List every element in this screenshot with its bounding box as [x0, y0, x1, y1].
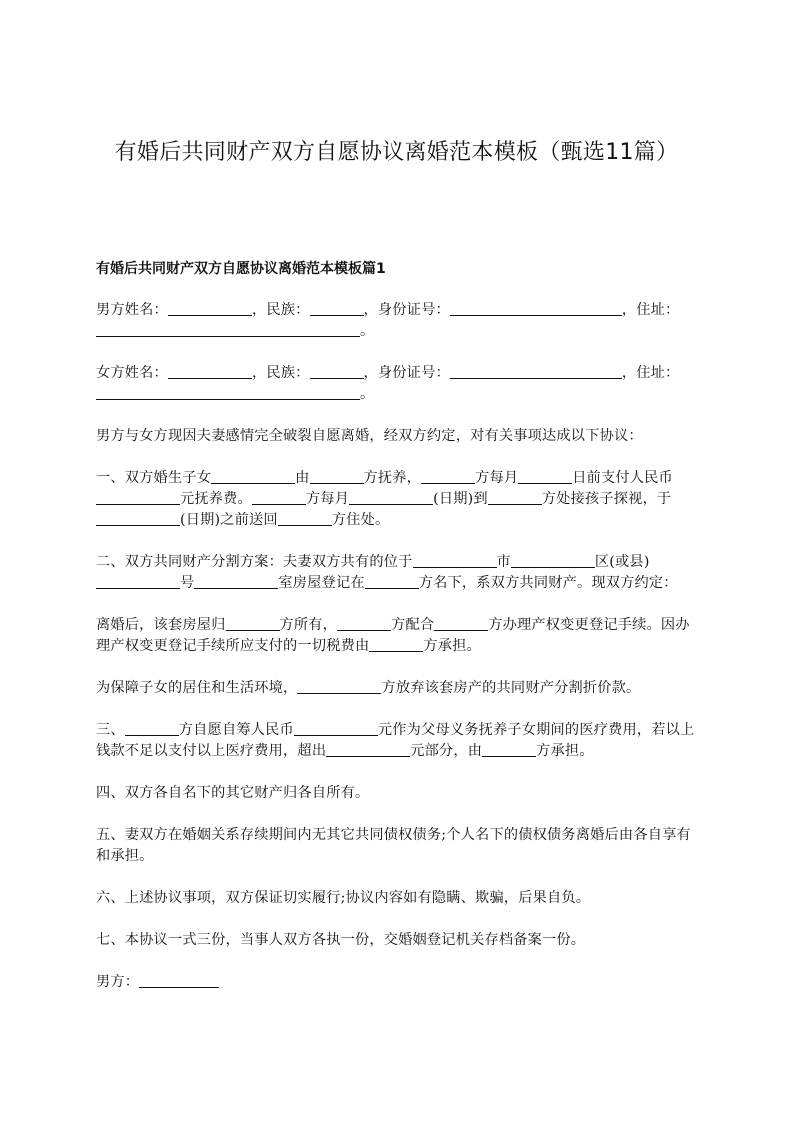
clause-3-text: 元部分，由: [410, 743, 483, 759]
return-date-blank: [96, 511, 180, 526]
husband-ethnicity-label: ，民族：: [251, 302, 310, 318]
clause-3-text: 元作为父母义务抚养子女期间的医疗费用，若以上钱款不足以支付以上医疗费用，超出: [96, 722, 695, 759]
excess-party-blank: [482, 742, 536, 757]
husband-id-label: ，身份证号：: [363, 302, 450, 318]
clause-1-text: (日期)之前送回: [180, 512, 278, 528]
clause-1-text: (日期)到: [433, 491, 488, 507]
husband-info-end: 。: [360, 323, 375, 339]
agreement-body: [96, 300, 696, 1014]
house-paragraph: [96, 615, 696, 657]
payer-party-blank: [421, 469, 475, 484]
clause-2-text: 二、双方共同财产分割方案：夫妻双方共有的位于: [96, 554, 413, 570]
medical-amount-blank: [294, 721, 378, 736]
transfer-party-blank: [434, 616, 488, 631]
section-heading: 有婚后共同财产双方自愿协议离婚范本模板篇1: [96, 261, 386, 277]
property-location-blank: [413, 553, 497, 568]
signature-paragraph: [96, 972, 696, 993]
clause-6-paragraph: 六、上述协议事项，双方保证切实履行;协议内容如有隐瞒、欺骗，后果自负。: [96, 890, 591, 906]
husband-address-label: ，住址：: [621, 302, 680, 318]
clause-1-paragraph: [96, 468, 696, 531]
wife-id-label: ，身份证号：: [363, 365, 450, 381]
husband-name-blank: [168, 301, 252, 316]
visit-date-blank: [349, 490, 433, 505]
waiver-text: 为保障子女的居住和生活环境，: [96, 680, 298, 696]
clause-1-text: 方每月: [475, 470, 519, 486]
husband-address-blank: [96, 322, 360, 337]
document-title: 有婚后共同财产双方自愿协议离婚范本模板（甄选11篇）: [114, 140, 679, 165]
clause-2-text: 市: [496, 554, 511, 570]
support-amount-blank: [96, 490, 180, 505]
visiting-party-blank: [252, 490, 306, 505]
husband-signature-label: 男方：: [96, 974, 140, 990]
house-text: 方所有，: [279, 617, 338, 633]
medical-party-blank: [125, 721, 179, 736]
clause-1-text: 方处接孩子探视，于: [541, 491, 672, 507]
clause-3-text: 方承担。: [536, 743, 594, 759]
excess-amount-blank: [326, 742, 410, 757]
clause-2-text: 区(或县): [594, 554, 650, 570]
clause-1-text: 方住处。: [331, 512, 390, 528]
wife-address-label: ，住址：: [621, 365, 680, 381]
wife-name-label: 女方姓名：: [96, 365, 168, 381]
husband-info-paragraph: [96, 300, 696, 342]
house-text: 方办理产权变更登记手续。因办理产权变更登记手续所应支付的一切税费由: [96, 617, 690, 654]
clause-1-text: 元抚养费。: [180, 491, 252, 507]
clause-3-paragraph: [96, 720, 696, 762]
clause-3-text: 方自愿自筹人民币: [178, 722, 294, 738]
clause-1-text: 方抚养，: [363, 470, 422, 486]
wife-id-blank: [450, 364, 622, 379]
clause-1-text: 日前支付人民币: [572, 470, 673, 486]
clause-2-text: 方名下，系双方共同财产。现双方约定：: [418, 575, 678, 591]
house-text: 离婚后，该套房屋归: [96, 617, 226, 633]
pickup-party-blank: [488, 490, 542, 505]
owner-party-blank: [226, 616, 280, 631]
tax-party-blank: [369, 637, 423, 652]
clause-5-paragraph: 五、妻双方在婚姻关系存续期间内无其它共同债权债务;个人名下的债权债务离婚后由各自享有和承担。: [96, 827, 691, 864]
wife-ethnicity-label: ，民族：: [251, 365, 310, 381]
wife-ethnicity-blank: [310, 364, 364, 379]
husband-name-label: 男方姓名：: [96, 302, 168, 318]
city-blank: [511, 553, 595, 568]
waiving-party-blank: [297, 679, 381, 694]
waiver-text: 方放弃该套房产的共同财产分割折价款。: [381, 680, 641, 696]
husband-id-blank: [450, 301, 622, 316]
building-number-blank: [194, 574, 278, 589]
child-blank: [211, 469, 295, 484]
clause-4-paragraph: 四、双方各自名下的其它财产归各自所有。: [96, 785, 370, 801]
clause-2-text: 室房屋登记在: [278, 575, 365, 591]
intro-paragraph: 男方与女方现因夫妻感情完全破裂自愿离婚，经双方约定，对有关事项达成以下协议：: [96, 428, 643, 444]
wife-address-blank: [96, 385, 360, 400]
wife-info-end: 。: [360, 386, 375, 402]
clause-1-text: 由: [295, 470, 310, 486]
house-text: 方配合: [391, 617, 435, 633]
wife-info-paragraph: [96, 363, 696, 405]
registered-party-blank: [365, 574, 419, 589]
wife-name-blank: [168, 364, 252, 379]
return-party-blank: [278, 511, 332, 526]
clause-1-text: 一、双方婚生子女: [96, 470, 212, 486]
clause-2-paragraph: [96, 552, 696, 594]
clause-2-text: 号: [180, 575, 195, 591]
husband-signature-blank: [139, 973, 219, 988]
payment-day-blank: [518, 469, 572, 484]
house-text: 方承担。: [423, 638, 481, 654]
clause-3-text: 三、: [96, 722, 125, 738]
district-blank: [96, 574, 180, 589]
husband-ethnicity-blank: [310, 301, 364, 316]
custody-party-blank: [310, 469, 364, 484]
clause-7-paragraph: 七、本协议一式三份，当事人双方各执一份，交婚姻登记机关存档备案一份。: [96, 932, 586, 948]
waiver-paragraph: [96, 678, 696, 699]
clause-1-text: 方每月: [305, 491, 350, 507]
assisting-party-blank: [337, 616, 391, 631]
